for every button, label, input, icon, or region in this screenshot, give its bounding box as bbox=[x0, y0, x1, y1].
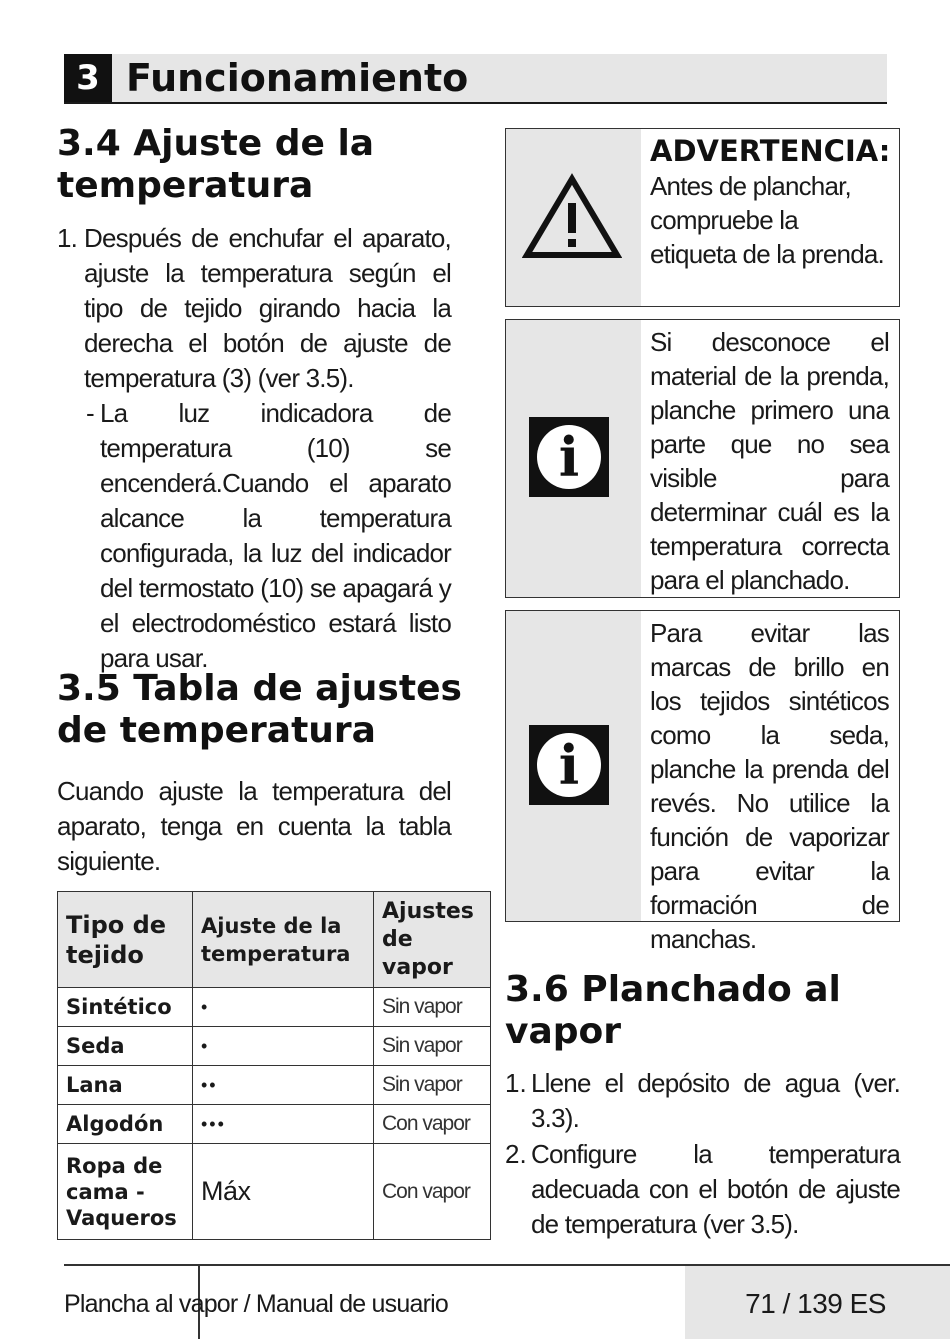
heading-3-5 bbox=[57, 668, 477, 752]
s36-step2-text: Configure la temperatura adecuada con el botón de ajuste de temperatura (ver 3.5). bbox=[531, 1139, 900, 1239]
warning-box bbox=[505, 128, 900, 307]
warning-title: ADVERTENCIA: bbox=[650, 134, 891, 168]
heading-3-4 bbox=[57, 123, 477, 207]
warning-content bbox=[650, 133, 889, 271]
table-row bbox=[58, 1105, 491, 1144]
s34-step1-number: 1. bbox=[57, 223, 78, 253]
s35-intro: Cuando ajuste la temperatura del aparato, tenga en cuenta la tabla siguiente. bbox=[57, 776, 451, 876]
table-cell-fabric: Ropa de cama - Vaqueros bbox=[58, 1144, 193, 1240]
s34-step1-sub-dash: - bbox=[86, 398, 95, 428]
info-text-1: Si desconoce el material de la prenda, planche primero una parte que no sea visible para determinar cuál es la temperatura correcta para el planchado. bbox=[650, 327, 889, 595]
table-cell-steam: Sin vapor bbox=[374, 1027, 491, 1066]
heading-3-6-line2: vapor bbox=[505, 1011, 622, 1052]
footer-manual-title: Plancha al vapor / Manual de usuario bbox=[64, 1290, 448, 1318]
temperature-table bbox=[57, 891, 491, 1240]
warning-icon-area bbox=[506, 129, 641, 306]
heading-3-6 bbox=[505, 969, 900, 1053]
table-header-temperature: Ajuste de la temperatura bbox=[193, 892, 374, 988]
info-icon: i bbox=[529, 417, 609, 497]
table-header-steam: Ajustes de vapor bbox=[374, 892, 491, 988]
heading-3-6-line1: 3.6 Planchado al bbox=[505, 969, 841, 1010]
heading-3-4-line1: 3.4 Ajuste de la bbox=[57, 123, 375, 164]
heading-3-5-line2: de temperatura bbox=[57, 710, 376, 751]
warning-triangle-icon bbox=[522, 173, 622, 261]
table-cell-steam: Con vapor bbox=[374, 1105, 491, 1144]
s36-step1-text: Llene el depósito de agua (ver. 3.3). bbox=[531, 1068, 900, 1133]
section-title: Funcionamiento bbox=[126, 56, 469, 100]
warning-text: Antes de planchar, compruebe la etiqueta de la prenda. bbox=[650, 171, 884, 269]
info-text-2: Para evitar las marcas de brillo en los tejidos sintéticos como la seda, planche la prenda del revés. No utilice la función de vaporizar para evitar la formación de manchas. bbox=[650, 618, 889, 954]
heading-3-5-line1: 3.5 Tabla de ajustes bbox=[57, 668, 462, 709]
section-header bbox=[64, 54, 887, 104]
table-cell-fabric: Algodón bbox=[58, 1105, 193, 1144]
table-row bbox=[58, 1066, 491, 1105]
s36-step1-number: 1. bbox=[505, 1068, 527, 1098]
table-cell-fabric: Sintético bbox=[58, 988, 193, 1027]
table-cell-fabric: Seda bbox=[58, 1027, 193, 1066]
footer-divider bbox=[64, 1264, 950, 1266]
s36-step2-number: 2. bbox=[505, 1139, 527, 1169]
section-number: 3 bbox=[64, 54, 112, 102]
info-box-2 bbox=[505, 610, 900, 954]
footer-page-number: 71 / 139 ES bbox=[745, 1288, 886, 1319]
table-row bbox=[58, 1027, 491, 1066]
table-cell-fabric: Lana bbox=[58, 1066, 193, 1105]
table-cell-steam: Sin vapor bbox=[374, 1066, 491, 1105]
s34-step1-text: Después de enchufar el aparato, ajuste la temperatura según el tipo de tejido girando hacia la derecha el botón de ajuste de temperatura (3) (ver 3.5). bbox=[84, 223, 451, 393]
table-header-fabric: Tipo de tejido bbox=[58, 892, 193, 988]
table-cell-temperature: • bbox=[193, 988, 374, 1027]
info-icon: i bbox=[529, 725, 609, 805]
table-row bbox=[58, 1144, 491, 1240]
table-cell-steam: Sin vapor bbox=[374, 988, 491, 1027]
table-header-row bbox=[58, 892, 491, 988]
table-cell-steam: Con vapor bbox=[374, 1144, 491, 1240]
table-cell-temperature: • bbox=[193, 1027, 374, 1066]
table-row bbox=[58, 988, 491, 1027]
table-cell-temperature: Máx bbox=[193, 1144, 374, 1240]
info-icon-area-2 bbox=[506, 611, 641, 921]
table-cell-temperature: •• bbox=[193, 1066, 374, 1105]
table-cell-temperature: ••• bbox=[193, 1105, 374, 1144]
info-icon-area-1 bbox=[506, 320, 641, 597]
heading-3-4-line2: temperatura bbox=[57, 165, 314, 206]
s34-step1-sub-text: La luz indicadora de temperatura (10) se encenderá.Cuando el aparato alcance la temperatura configurada, la luz del indicador del termostato (10) se apagará y el electrodoméstico estará listo para usar. bbox=[100, 398, 451, 673]
info-box-1 bbox=[505, 319, 900, 598]
